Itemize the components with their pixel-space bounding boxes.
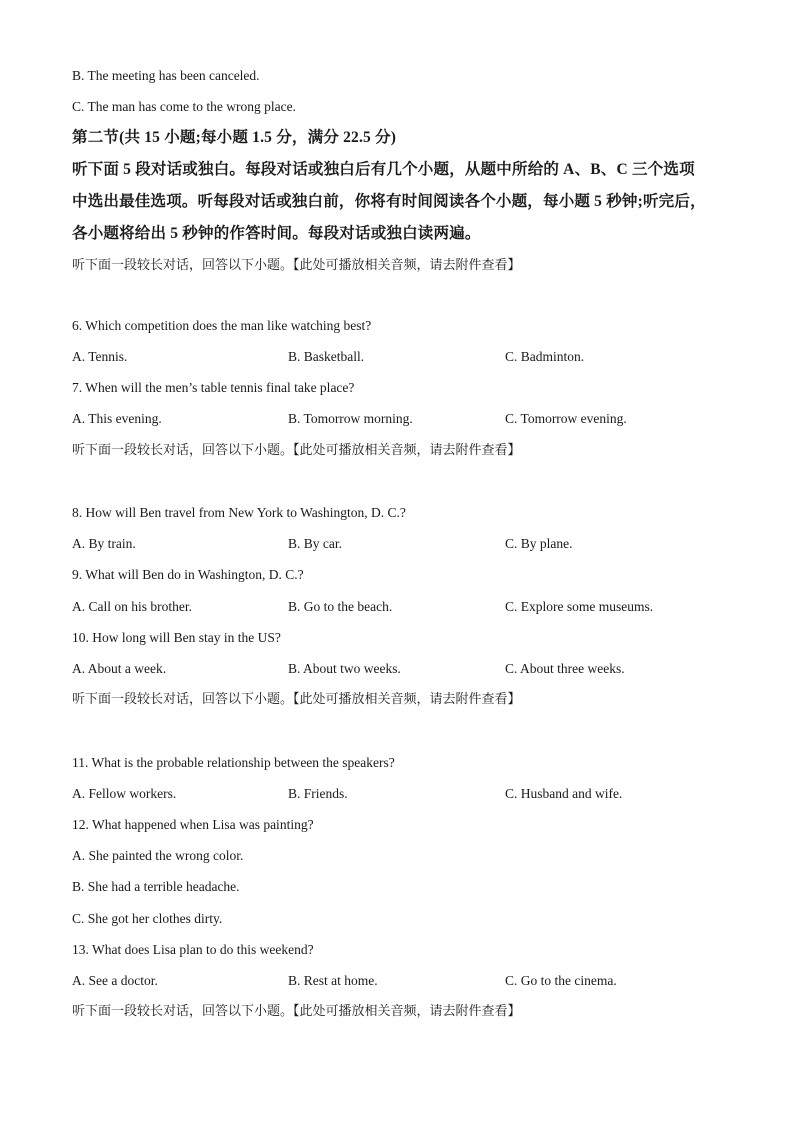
option-c: C. She got her clothes dirty. (72, 911, 223, 926)
option-a: A. By train. (72, 536, 136, 551)
option-c: C. Go to the cinema. (505, 973, 617, 988)
question-stem: 6. Which competition does the man like watching best? (72, 318, 372, 333)
question-stem: 13. What does Lisa plan to do this weekend? (72, 942, 314, 957)
option-b: B. She had a terrible headache. (72, 879, 240, 894)
listen-note: 听下面一段较长对话，回答以下小题。【此处可播放相关音频，请去附件查看】 (72, 258, 521, 273)
option-c: C. About three weeks. (505, 661, 625, 676)
question-stem: 9. What will Ben do in Washington, D. C.? (72, 567, 304, 582)
option-c: C. By plane. (505, 536, 573, 551)
option-a: A. Tennis. (72, 349, 128, 364)
section-instruction-line: 听下面 5 段对话或独白。每段对话或独白后有几个小题，从题中所给的 A、B、C 三个选项 (72, 161, 695, 178)
section-instruction-line: 中选出最佳选项。听每段对话或独白前，你将有时间阅读各个小题，每小题 5 秒钟;听完后， (72, 193, 706, 210)
option-b: B. Go to the beach. (288, 599, 393, 614)
option-b: B. About two weeks. (288, 661, 401, 676)
option-a: A. Fellow workers. (72, 786, 177, 801)
option-c: C. Badminton. (505, 349, 585, 364)
question-stem: 11. What is the probable relationship between the speakers? (72, 755, 395, 770)
listen-note: 听下面一段较长对话，回答以下小题。【此处可播放相关音频，请去附件查看】 (72, 692, 521, 707)
listen-note: 听下面一段较长对话，回答以下小题。【此处可播放相关音频，请去附件查看】 (72, 1004, 521, 1019)
section-title: 第二节(共 15 小题;每小题 1.5 分，满分 22.5 分) (72, 129, 397, 146)
option-a: A. About a week. (72, 661, 167, 676)
option-a: A. She painted the wrong color. (72, 848, 244, 863)
option-b: B. Rest at home. (288, 973, 378, 988)
section-instruction-line: 各小题将给出 5 秒钟的作答时间。每段对话或独白读两遍。 (72, 225, 481, 242)
option-c: C. Explore some museums. (505, 599, 654, 614)
option-c: C. Husband and wife. (505, 786, 623, 801)
q5-option-c: C. The man has come to the wrong place. (72, 99, 296, 114)
option-b: B. Tomorrow morning. (288, 411, 413, 426)
listen-note: 听下面一段较长对话，回答以下小题。【此处可播放相关音频，请去附件查看】 (72, 443, 521, 458)
option-a: A. Call on his brother. (72, 599, 192, 614)
question-stem: 12. What happened when Lisa was painting? (72, 817, 314, 832)
question-stem: 10. How long will Ben stay in the US? (72, 630, 281, 645)
option-b: B. By car. (288, 536, 342, 551)
option-b: B. Basketball. (288, 349, 365, 364)
question-stem: 8. How will Ben travel from New York to Washington, D. C.? (72, 505, 406, 520)
option-c: C. Tomorrow evening. (505, 411, 627, 426)
option-b: B. Friends. (288, 786, 348, 801)
question-stem: 7. When will the men’s table tennis final take place? (72, 380, 355, 395)
option-a: A. This evening. (72, 411, 162, 426)
option-a: A. See a doctor. (72, 973, 158, 988)
q5-option-b: B. The meeting has been canceled. (72, 68, 260, 83)
